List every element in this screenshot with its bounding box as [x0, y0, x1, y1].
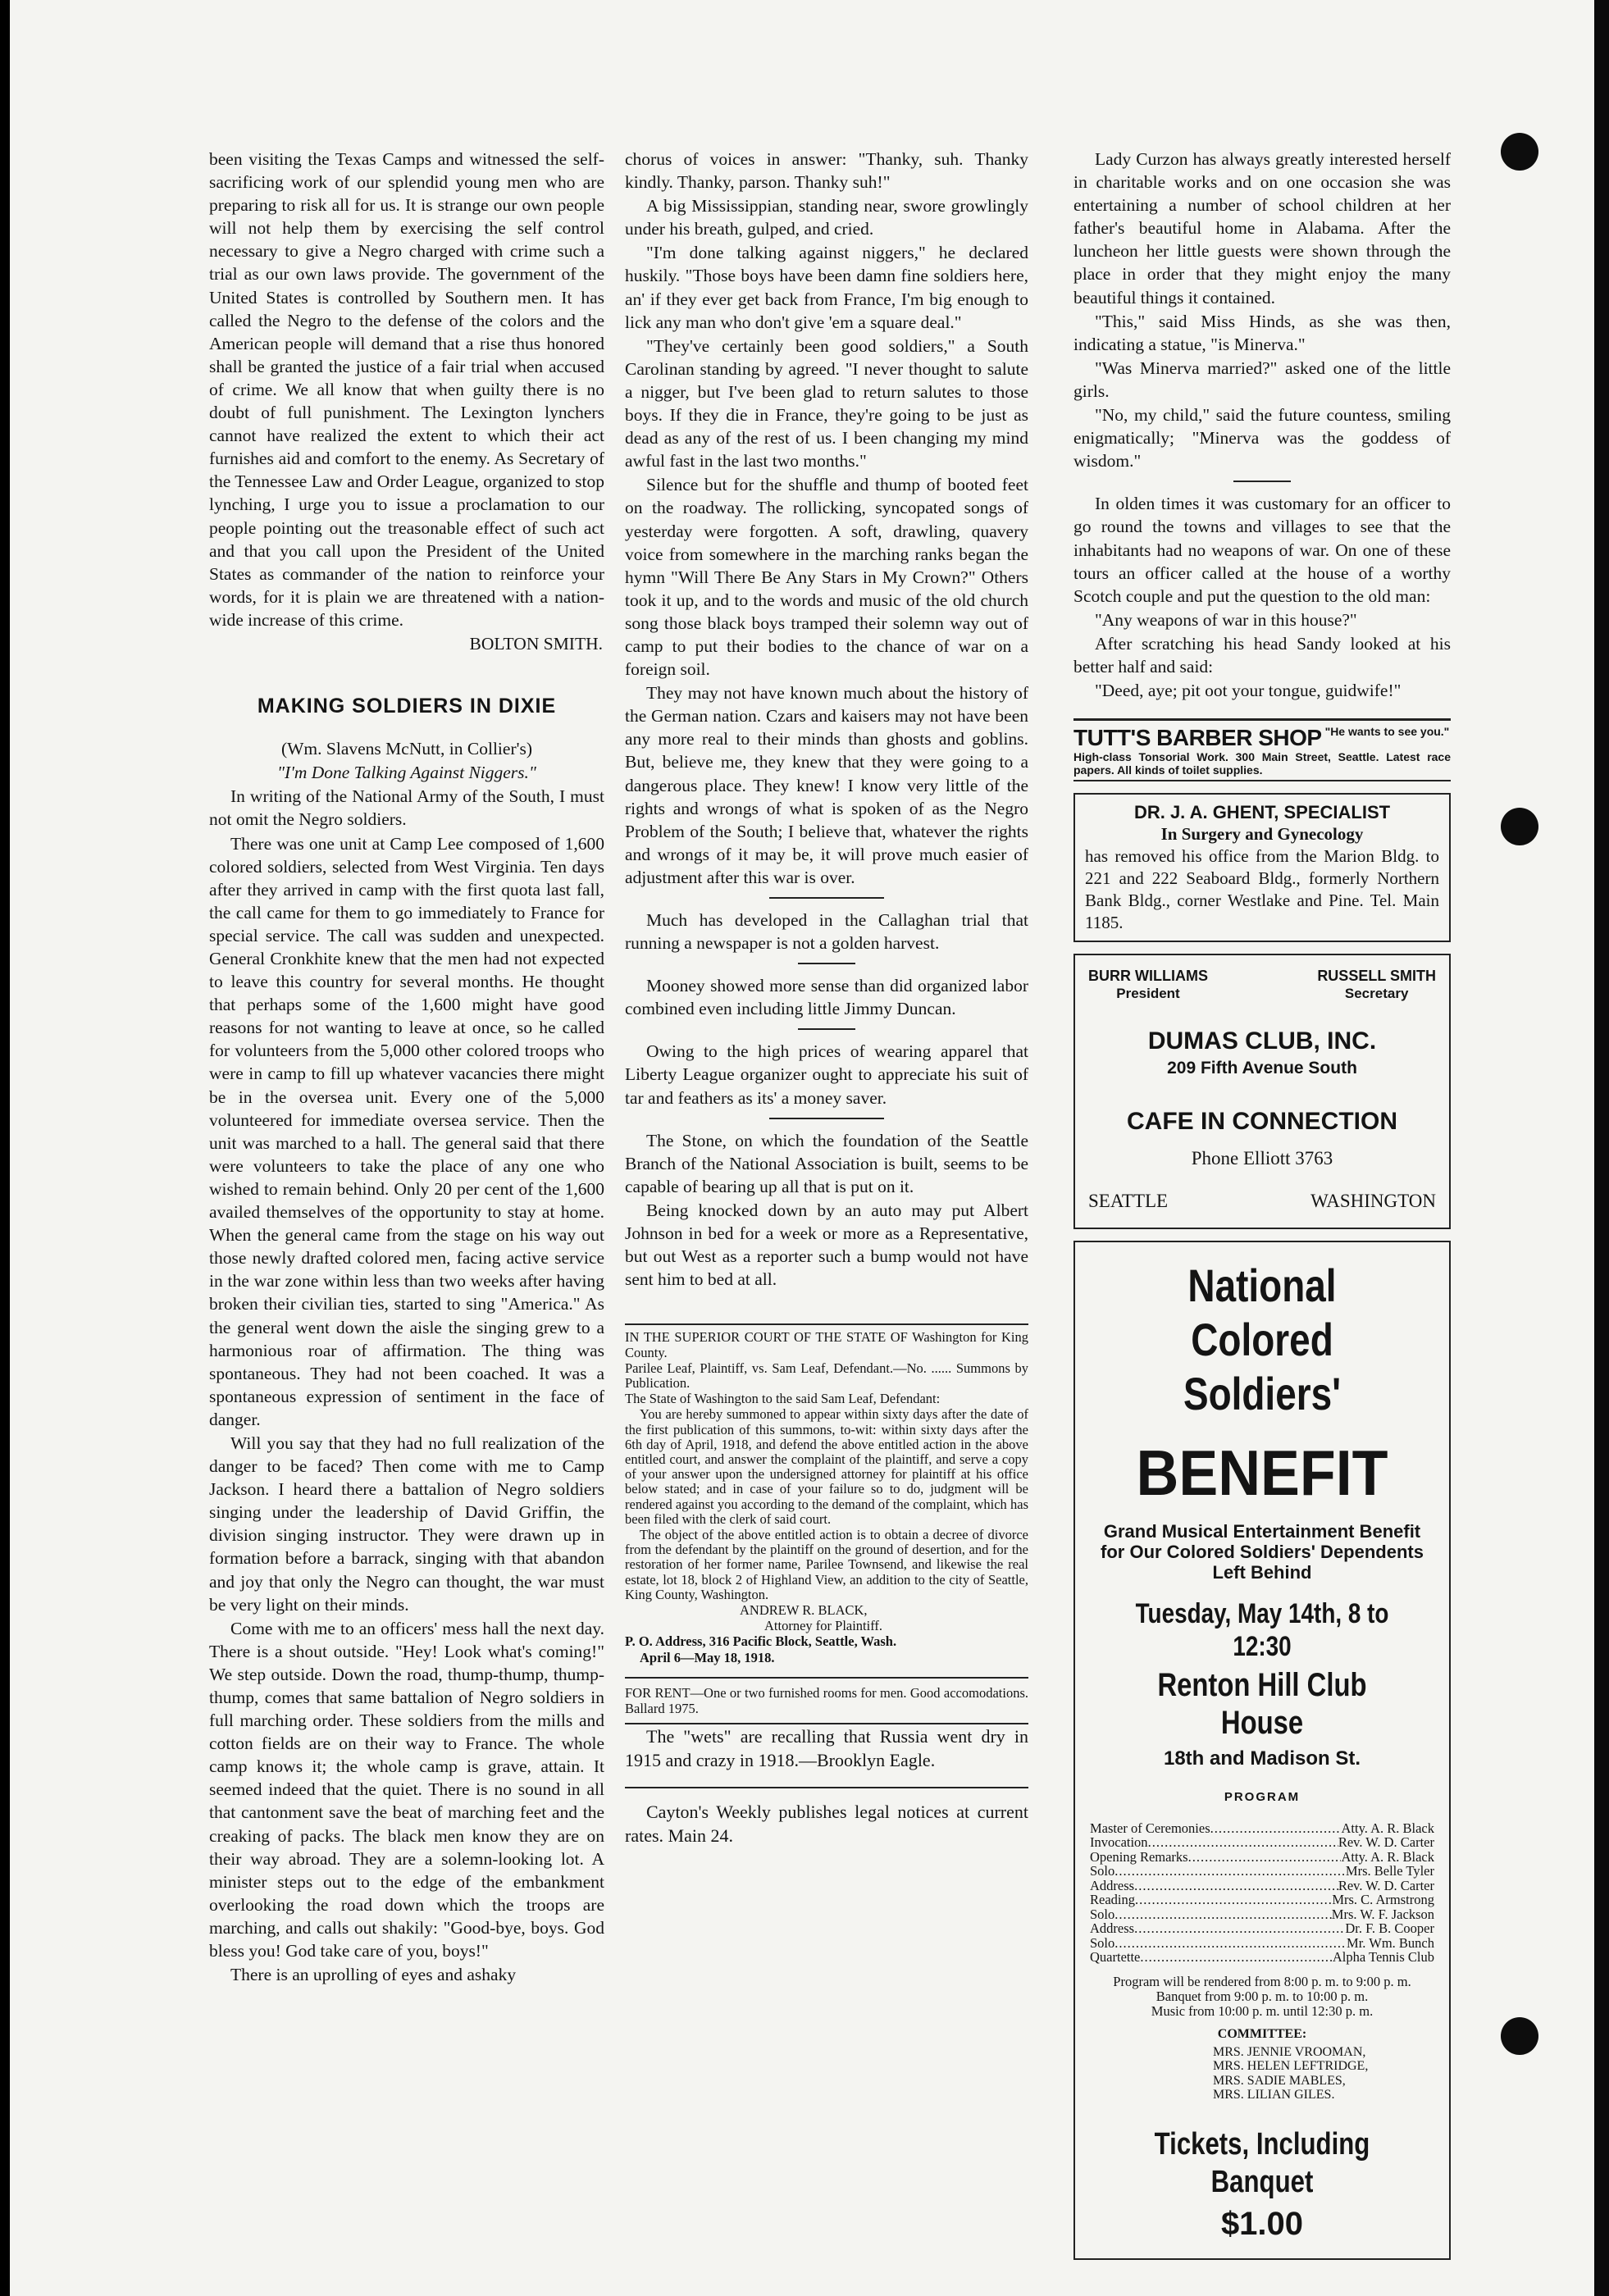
letter-paragraph: been visiting the Texas Camps and witnessed the self-sacrificing work of our splendid young men who are preparing to risk all for us. It is strange our own people will not help them by exercising the self control necessary to give a Negro charged with crime such a trial as our own laws provide. The government of the United States is controlled by Southern men. It has called the Negro to the defense of the colors and the American people will demand that a rise thus honored shall be granted the justice of a fair trial when accused of crime. We all know that when guilty there is no doubt of full punishment. The Lexington lynchers cannot have realized the extent to which their act furnishes aid and comfort to the enemy. As Secretary of the Tennessee Law and Order League, organized to stop lynching, I urge you to issue a proclamation to our people pointing out the treasonable effect of such act and that you call upon the President of the United States as commander of the nation to reinforce your words, for it is plain we are threatened with a nation-wide increase of this crime.: [209, 149, 604, 630]
article-paragraph: In writing of the National Army of the South, I must not omit the Negro soldiers.: [209, 786, 604, 830]
dumas-phone: Phone Elliott 3763: [1191, 1148, 1333, 1169]
brief-item: Owing to the high prices of wearing apparel that Liberty League organizer ought to appreciate his suit of tar and feathers as its' a money saver.: [625, 1041, 1028, 1108]
program-time-line: Program will be rendered from 8:00 p. m. to 9:00 p. m.: [1113, 1973, 1411, 1989]
brief-item: Mooney showed more sense than did organized labor combined even including little Jimmy Duncan.: [625, 976, 1028, 1019]
article-subhead: "I'm Done Talking Against Niggers.": [277, 763, 536, 783]
committee-member: MRS. JENNIE VROOMAN,: [1213, 2044, 1366, 2059]
ghent-body: has removed his office from the Marion Bldg. to 221 and 222 Seaboard Bldg., formerly Northern Bank Bldg., corner Westlake and Pine. Tel. Main 1185.: [1085, 846, 1439, 933]
tutt-barber-ad: [1073, 718, 1451, 781]
program-row: [1090, 1907, 1434, 1922]
banquet-time-line: Banquet from 9:00 p. m. to 10:00 p. m.: [1155, 1988, 1369, 2004]
dumas-secretary-role: Secretary: [1344, 986, 1409, 1002]
legal-address-to: The State of Washington to the said Sam Leaf, Defendant:: [625, 1391, 941, 1407]
legal-summons: You are hereby summoned to appear within sixty days after the date of the first publication of this summons, to-wit: within sixty days after the 6th day of April, 1918, and defend the above entitled action in the above entitled court, and answer the complaint of the plaintiff, and serve a copy of your answer upon the undersigned attorney for plaintiff at his office below stated; and in case of your failure so to do, judgment will be rendered against you according to the demand of the complaint, which has been filed with the clerk of said court.: [625, 1406, 1028, 1527]
program-row: [1090, 1893, 1434, 1907]
anecdote-paragraph: In olden times it was customary for an officer to go round the towns and villages to see that the inhabitants had no weapons of war. On one of these tours an officer called at the house of a worthy Scotch couple and put the question to the old man:: [1073, 494, 1451, 606]
program-item: Address: [1090, 1877, 1135, 1893]
divider: [769, 1118, 884, 1119]
for-rent-text: FOR RENT—One or two furnished rooms for men. Good accomodations. Ballard 1975.: [625, 1684, 1028, 1716]
ghent-ad: [1073, 793, 1451, 942]
soldiers-benefit-ad: [1073, 1241, 1451, 2259]
program-row: [1090, 1879, 1434, 1893]
program-item: Solo: [1090, 1906, 1115, 1922]
divider: [1233, 481, 1291, 482]
legal-notice: [625, 1323, 1028, 1665]
anecdote-paragraph: "No, my child," said the future countess, smiling enigmatically; "Minerva was the goddess of wisdom.": [1073, 405, 1451, 472]
article-paragraph: Silence but for the shuffle and thump of booted feet on the roadway. The rollicking, syncopated songs of yesterday were forgotten. A soft, drawling, quavery voice from somewhere in the marching ranks began the hymn "Will There Be Any Stars in My Crown?" Others took it up, and to the words and music of the old church song those black boys tramped their solemn way out of camp to put their bodies to the chance of war on a foreign soil.: [625, 475, 1028, 680]
program-row: [1090, 1936, 1434, 1951]
divider: [798, 1028, 855, 1030]
dumas-location: [1088, 1190, 1436, 1213]
program-item: Solo: [1090, 1863, 1115, 1879]
benefit-venue-address: 18th and Madison St.: [1163, 1747, 1361, 1770]
article-paragraph: "They've certainly been good soldiers," a South Carolinan standing by agreed. "I never thought to salute a nigger, but I've been glad to return salutes to those boys. If they die in France, they're going to be just as dead as any of the rest of us. I been changing my mind awful fast in the last two months.": [625, 335, 1028, 472]
program-row: [1090, 1864, 1434, 1879]
program-performer: Mrs. W. F. Jackson: [1331, 1906, 1434, 1922]
program-times: [1090, 1975, 1434, 2019]
legal-court: IN THE SUPERIOR COURT OF THE STATE OF Washington for King County.: [625, 1329, 1028, 1360]
dumas-secretary-name: RUSSELL SMITH: [1317, 968, 1436, 985]
letter-signature: BOLTON SMITH.: [469, 633, 603, 654]
program-item: Opening Remarks: [1090, 1848, 1188, 1865]
program-performer: Mrs. Belle Tyler: [1345, 1863, 1434, 1879]
legal-object: The object of the above entitled action is to obtain a decree of divorce from the defendant by the plaintiff on the ground of desertion, and for the restoration of her former name, Parilee Townsend, and likewise the real estate, lot 18, block 2 of Highland View, an addition to the city of Seattle, King County, Washington.: [625, 1526, 1028, 1602]
article-paragraph: A big Mississippian, standing near, swore growlingly under his breath, gulped, and cried.: [625, 196, 1028, 239]
brief-item: Much has developed in the Callaghan trial that running a newspaper is not a golden harvest.: [625, 910, 1028, 954]
legal-attorney-role: Attorney for Plaintiff.: [764, 1618, 883, 1634]
column-right: [1073, 148, 1451, 2260]
wets-item: The "wets" are recalling that Russia went dry in 1915 and crazy in 1918.—Brooklyn Eagle.: [625, 1725, 1028, 1770]
program-item: Address: [1090, 1920, 1135, 1937]
anecdote-paragraph: After scratching his head Sandy looked at his better half and said:: [1073, 633, 1451, 676]
page-edge-shadow: [1594, 0, 1609, 2296]
divider: [798, 963, 855, 964]
anecdote-paragraph: Lady Curzon has always greatly interested herself in charitable works and on one occasion she was entertaining a number of school children at her father's beautiful home in Alabama. After the luncheon her little guests were shown through the place in order that they might enjoy the many beautiful things it contained.: [1073, 149, 1451, 308]
article-paragraph: chorus of voices in answer: "Thanky, suh. Thanky kindly. Thanky, parson. Thanky suh!": [625, 149, 1028, 193]
committee-member: MRS. SADIE MABLES,: [1213, 2073, 1346, 2088]
committee-member: MRS. LILIAN GILES.: [1213, 2088, 1335, 2102]
benefit-description: Grand Musical Entertainment Benefit for Our Colored Soldiers' Dependents Left Behind: [1101, 1521, 1424, 1583]
committee-list: [1090, 2045, 1434, 2102]
punch-hole-mark: [1501, 2017, 1538, 2055]
punch-hole-mark: [1501, 133, 1538, 171]
article-paragraph: Will you say that they had no full realization of the danger to be faced? Then come with me to Camp Jackson. I heard there a battalion of Negro soldiers singing under the leadership of David Griffin, the division singing instructor. They were drawn up in formation before a barrack, singing with that abandon and joy that only the Negro can thought, the war must be very light on their minds.: [209, 1433, 604, 1615]
anecdote-paragraph: "Deed, aye; pit oot your tongue, guidwife!": [1095, 681, 1402, 701]
anecdote-paragraph: "Was Minerva married?" asked one of the little girls.: [1073, 358, 1451, 401]
ticket-price: $1.00: [1220, 2205, 1304, 2242]
tutt-shop-name: TUTT'S BARBER SHOP: [1073, 725, 1322, 751]
music-time-line: Music from 10:00 p. m. until 12:30 p. m.: [1151, 2002, 1374, 2019]
cayton-notice: [625, 1787, 1028, 1847]
punch-hole-mark: [1501, 808, 1538, 845]
ghent-specialty: In Surgery and Gynecology: [1160, 824, 1364, 845]
program-item: Invocation: [1090, 1834, 1148, 1851]
program-item: Master of Ceremonies: [1090, 1820, 1210, 1836]
program-list: [1090, 1821, 1434, 1965]
dumas-president-name: BURR WILLIAMS: [1088, 968, 1208, 985]
brief-item: The Stone, on which the foundation of the Seattle Branch of the National Association is built, seems to be capable of bearing up all that is put on it.: [625, 1130, 1028, 1196]
program-performer: Atty. A. R. Black: [1341, 1820, 1434, 1836]
column-middle: [625, 148, 1028, 1847]
article-paragraph: Come with me to an officers' mess hall the next day. There is a shout outside. "Hey! Look what's coming!" We step outside. Down the road, thump-thump, thump-thump, comes that same battalion of Negro soldiers in full marching order. These soldiers from the mills and cotton fields are on their way to France. The whole camp knows it; the whole camp is grave, attain. It seemed indeed that the quiet. There is no sound in all that cantonment save the beat of marching feet and the creaking of packs. The black men know they are on their way abroad. They are a solemn-looking lot. A minister steps out to the edge of the embankment overlooking the road down which the troops are marching, and calls out shakily: "Good-bye, boys. God bless you! God take care of you, boys!": [209, 1618, 604, 1961]
dumas-club-name: DUMAS CLUB, INC.: [1147, 1027, 1377, 1055]
legal-po-address: P. O. Address, 316 Pacific Block, Seattle, Wash.: [625, 1633, 897, 1650]
program-performer: Mrs. C. Armstrong: [1332, 1892, 1434, 1908]
program-performer: Mr. Wm. Bunch: [1347, 1934, 1434, 1951]
program-performer: Rev. W. D. Carter: [1338, 1834, 1434, 1851]
dumas-cafe: CAFE IN CONNECTION: [1127, 1108, 1397, 1136]
newspaper-page: [10, 0, 1594, 2296]
program-row: [1090, 1821, 1434, 1836]
anecdote-paragraph: "Any weapons of war in this house?": [1095, 609, 1357, 630]
program-performer: Alpha Tennis Club: [1332, 1949, 1434, 1966]
tutt-details: High-class Tonsorial Work. 300 Main Street, Seattle. Latest race papers. All kinds of toilet supplies.: [1073, 750, 1451, 777]
dumas-officers: [1088, 967, 1436, 1003]
anecdote-paragraph: "This," said Miss Hinds, as she was then, indicating a statue, "is Minerva.": [1073, 311, 1451, 354]
program-item: Reading: [1090, 1892, 1135, 1908]
cayton-text: Cayton's Weekly publishes legal notices at current rates. Main 24.: [625, 1801, 1028, 1846]
legal-dates: April 6—May 18, 1918.: [640, 1649, 775, 1665]
dumas-city: SEATTLE: [1088, 1191, 1169, 1212]
article-paragraph: There was one unit at Camp Lee composed of 1,600 colored soldiers, selected from West Virginia. Ten days after they arrived in camp with the first quota last fall, the call came for them to go immediately to France for special service. The call was sudden and unexpected. General Cronkhite knew that the men had not expected to leave this country for several months. He thought that perhaps some of the 1,600 might have good reasons for not wanting to leave at once, so he called for volunteers from the 5,000 other colored troops who were in camp to fill up whatever vacancies there might be in the oversea unit. Every one of the 5,000 volunteered for immediate oversea service. Then the unit was marched to a hall. The general said that there were volunteers to take the place of any one who wished to remain behind. Only 20 per cent of the 1,600 availed themselves of the opportunity to stay at home. When the general came from the stage on his way out those newly drafted colored men, facing active service in the war zone within less than two weeks after having broken their civilian ties, started to sing "America." As the general went down the aisle the singing grew to a harmonious roar of affirmation. The thing was spontaneous. They had not been coached. It was a spontaneous expression of sentiment in the face of danger.: [209, 833, 604, 1429]
program-performer: Dr. F. B. Cooper: [1345, 1920, 1434, 1937]
article-headline: MAKING SOLDIERS IN DIXIE: [257, 695, 557, 718]
legal-parties: Parilee Leaf, Plaintiff, vs. Sam Leaf, Defendant.—No. ...... Summons by Publication.: [625, 1360, 1028, 1391]
program-item: Solo: [1090, 1934, 1115, 1951]
brief-item: Being knocked down by an auto may put Albert Johnson in bed for a week or more as a Representative, but out West as a reporter such a bump would not have sent him to bed at all.: [625, 1200, 1028, 1290]
program-performer: Rev. W. D. Carter: [1338, 1877, 1434, 1893]
ghent-name: DR. J. A. GHENT, SPECIALIST: [1133, 802, 1391, 823]
dumas-club-ad: [1073, 954, 1451, 1229]
column-left: [209, 148, 604, 1986]
benefit-venue: Renton Hill Club House: [1157, 1667, 1367, 1742]
for-rent-classified: [625, 1677, 1028, 1724]
dumas-state: WASHINGTON: [1310, 1191, 1436, 1212]
benefit-title-line2: Soldiers': [1183, 1368, 1342, 1420]
program-row: [1090, 1850, 1434, 1865]
program-heading: PROGRAM: [1224, 1790, 1301, 1805]
benefit-title-main: BENEFIT: [1136, 1437, 1388, 1510]
tutt-tagline: "He wants to see you.": [1324, 725, 1450, 739]
benefit-date: Tuesday, May 14th, 8 to 12:30: [1135, 1598, 1389, 1663]
program-item: Quartette: [1090, 1949, 1141, 1966]
article-byline: (Wm. Slavens McNutt, in Collier's): [280, 739, 533, 759]
dumas-address: 209 Fifth Avenue South: [1167, 1059, 1357, 1078]
program-row: [1090, 1950, 1434, 1965]
committee-member: MRS. HELEN LEFTRIDGE,: [1213, 2059, 1369, 2074]
dumas-president-role: President: [1116, 986, 1180, 1002]
article-paragraph: There is an uprolling of eyes and ashaky: [230, 1965, 517, 1985]
article-paragraph: "I'm done talking against niggers," he declared huskily. "Those boys have been damn fine soldiers here, an' if they ever get back from France, I'm big enough to lick any man who don't give 'em a square deal.": [625, 243, 1028, 332]
legal-attorney: ANDREW R. BLACK,: [740, 1601, 868, 1618]
divider: [769, 897, 884, 899]
benefit-title-line1: National Colored: [1187, 1260, 1337, 1366]
program-row: [1090, 1921, 1434, 1936]
program-performer: Atty. A. R. Black: [1341, 1848, 1434, 1865]
program-row: [1090, 1835, 1434, 1850]
committee-heading: COMMITTEE:: [1217, 2026, 1307, 2041]
article-paragraph: They may not have known much about the history of the German nation. Czars and kaisers may not have been any more real to their minds than ghosts and goblins. But, believe me, they knew that they were going to a dangerous place. They knew! I know very little of the rights and wrongs of what is spoken of as the Negro Problem of the South; I believe that, whatever the rights and wrongs of it may be, it will prove much easier of adjustment after this war is over.: [625, 683, 1028, 887]
tickets-line: Tickets, Including Banquet: [1154, 2126, 1370, 2199]
